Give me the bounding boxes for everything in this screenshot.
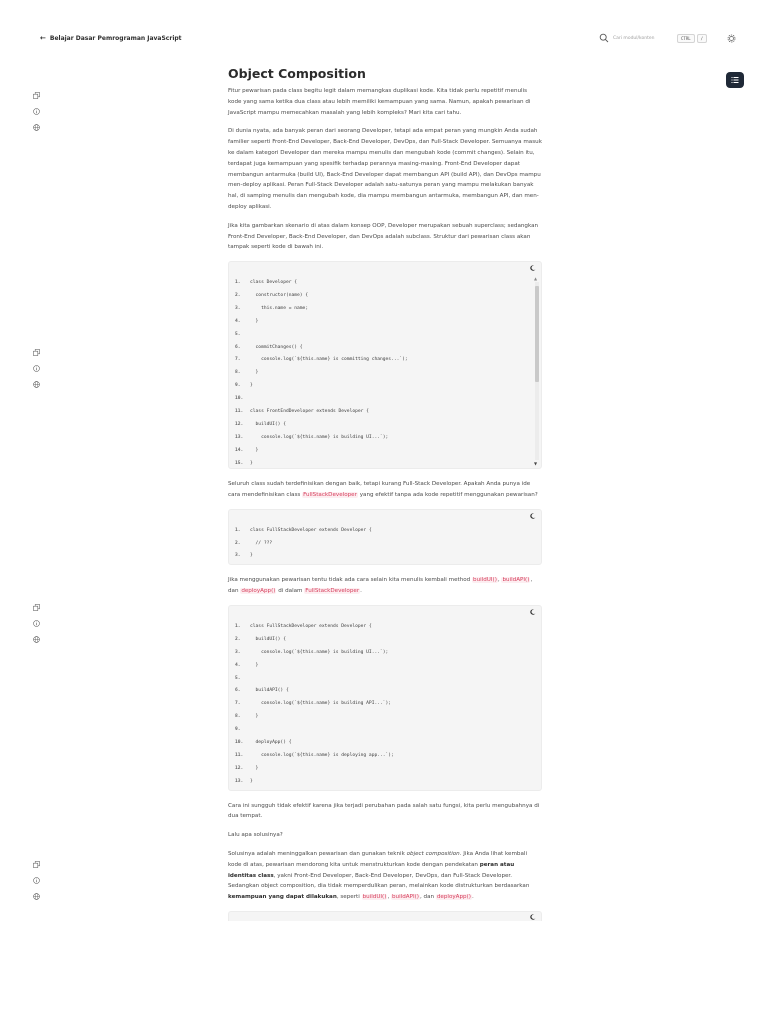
page-title: Object Composition bbox=[228, 66, 366, 81]
info-icon[interactable] bbox=[33, 108, 40, 115]
line-number: 8. bbox=[235, 714, 241, 720]
paragraph-4: Seluruh class sudah terdefinisikan dengan baik, tetapi kurang Full-Stack Developer. Apakah Anda punya ide cara mendefinisikan class FullStackDeveloper yang efektif tanpa ada kode repetitif menggunakan pewarisan? bbox=[228, 481, 538, 498]
code-line bbox=[235, 550, 533, 563]
moon-icon[interactable] bbox=[530, 914, 536, 920]
globe-icon[interactable] bbox=[33, 124, 40, 131]
code-line bbox=[235, 620, 533, 633]
code-lines bbox=[229, 276, 541, 469]
line-number: 9. bbox=[235, 383, 241, 389]
globe-icon[interactable] bbox=[33, 381, 40, 388]
search-box[interactable] bbox=[599, 31, 719, 45]
line-number: 5. bbox=[235, 675, 241, 681]
paragraph-2: Di dunia nyata, ada banyak peran dari seorang Developer, tetapi ada empat peran yang mungkin Anda sudah familier seperti Front-End Developer, Back-End Developer, DevOps, dan Full-Stack Developer. Semuanya masuk ke dalam kategori Developer dan mereka mampu menulis dan mengubah kode (commit changes). Selain itu, terdapat juga kemampuan yang spesifik terhadap perannya masing-masing. Front-End Developer dapat membangun antarmuka (build UI), Back-End Developer dapat membangun API (build API), dan DevOps mampu men-deploy aplikasi. Peran Full-Stack Developer adalah satu-satunya peran yang mampu melakukan banyak hal, di samping menulis dan mengubah kode, dia mampu membangun antarmuka, membangun API, dan men-deploy aplikasi. bbox=[228, 128, 542, 210]
code-scrollbar[interactable] bbox=[534, 276, 539, 466]
code-text: } bbox=[250, 318, 259, 324]
paragraph-actions-2 bbox=[30, 349, 42, 388]
search-input[interactable]: Cari modul/konten bbox=[613, 35, 655, 41]
toc-button[interactable] bbox=[726, 72, 744, 88]
code-line bbox=[235, 659, 533, 672]
code-text: class Developer { bbox=[250, 280, 298, 286]
code-lines bbox=[229, 620, 541, 790]
search-area bbox=[599, 31, 736, 45]
line-number: 3. bbox=[235, 553, 241, 559]
line-number: 3. bbox=[235, 649, 241, 655]
code-block-3 bbox=[228, 605, 542, 791]
line-number: 10. bbox=[235, 396, 244, 402]
line-number: 9. bbox=[235, 727, 241, 733]
line-number: 1. bbox=[235, 623, 241, 629]
code-line bbox=[235, 405, 533, 418]
code-line bbox=[235, 341, 533, 354]
code-line bbox=[235, 775, 533, 788]
code-line bbox=[235, 723, 533, 736]
line-number: 4. bbox=[235, 662, 241, 668]
code-line bbox=[235, 736, 533, 749]
line-number: 3. bbox=[235, 305, 241, 311]
globe-icon[interactable] bbox=[33, 636, 40, 643]
code-text: this.name = name; bbox=[250, 305, 309, 311]
code-line bbox=[235, 633, 533, 646]
moon-icon[interactable] bbox=[530, 265, 536, 271]
line-number: 1. bbox=[235, 527, 241, 533]
code-line bbox=[235, 710, 533, 723]
line-number: 11. bbox=[235, 409, 244, 414]
code-text: deployApp() { bbox=[250, 739, 292, 745]
code-line bbox=[235, 379, 533, 392]
code-text: class FrontEndDeveloper extends Developer { bbox=[250, 409, 369, 414]
code-line bbox=[235, 354, 533, 367]
line-number: 1. bbox=[235, 280, 241, 286]
code-line bbox=[235, 457, 533, 470]
scroll-thumb[interactable] bbox=[535, 286, 539, 382]
line-number: 13. bbox=[235, 778, 244, 784]
code-text: } bbox=[250, 447, 259, 453]
code-line bbox=[235, 672, 533, 685]
info-icon[interactable] bbox=[33, 365, 40, 372]
gear-icon[interactable] bbox=[727, 34, 736, 43]
paragraph-5: Jika menggunakan pewarisan tentu tidak ada cara selain kita menulis kembali method buildUI(), buildAPI(), dan deployApp() di dalam FullStackDeveloper. bbox=[228, 577, 533, 595]
code-line bbox=[235, 328, 533, 341]
moon-icon[interactable] bbox=[530, 513, 536, 519]
scroll-down-icon[interactable]: ▼ bbox=[534, 461, 538, 467]
code-text: } bbox=[250, 765, 259, 771]
line-number: 13. bbox=[235, 434, 244, 440]
code-text: console.log(`${this.name} is building UI...`); bbox=[250, 649, 389, 655]
code-block-4 bbox=[228, 911, 542, 921]
paragraph-actions-4 bbox=[30, 861, 42, 900]
paragraph-7: Lalu apa solusinya? bbox=[228, 832, 283, 839]
code-text: // ??? bbox=[250, 540, 273, 546]
code-line bbox=[235, 524, 533, 537]
code-text: } bbox=[250, 383, 253, 389]
kbd-ctrl: CTRL bbox=[677, 34, 695, 43]
code-line bbox=[235, 762, 533, 775]
code-text: } bbox=[250, 714, 259, 720]
arrow-left-icon: ← bbox=[40, 34, 46, 42]
code-line bbox=[235, 302, 533, 315]
paragraph-6: Cara ini sungguh tidak efektif karena jika terjadi perubahan pada salah satu fungsi, kita perlu mengubahnya di dua tempat. bbox=[228, 802, 540, 820]
code-block-1 bbox=[228, 261, 542, 469]
code-line bbox=[235, 684, 533, 697]
line-number: 10. bbox=[235, 739, 244, 745]
line-number: 2. bbox=[235, 292, 241, 298]
code-text: buildUI() { bbox=[250, 421, 286, 427]
code-line bbox=[235, 537, 533, 550]
code-text: } bbox=[250, 662, 259, 668]
code-line bbox=[235, 697, 533, 710]
code-line bbox=[235, 276, 533, 289]
paragraph-actions-1 bbox=[30, 92, 42, 131]
code-text: commitChanges() { bbox=[250, 344, 303, 350]
line-number: 7. bbox=[235, 701, 241, 707]
code-lines bbox=[229, 524, 541, 565]
code-line bbox=[235, 366, 533, 379]
code-line bbox=[235, 749, 533, 762]
code-text: } bbox=[250, 460, 253, 466]
search-icon bbox=[599, 33, 609, 43]
code-line bbox=[235, 431, 533, 444]
code-line bbox=[235, 289, 533, 302]
moon-icon[interactable] bbox=[530, 609, 536, 615]
line-number: 8. bbox=[235, 370, 241, 376]
paragraph-8: Solusinya adalah meninggalkan pewarisan dan gunakan teknik object composition. Jika Anda lihat kembali kode di atas, pewarisan mendorong kita untuk menstrukturkan kode dengan pendekatan peran atau identitas class, yakni Front-End Developer, Back-End Developer, DevOps, dan Full-Stack Developer. Sedangkan object composition, dia tidak memperdulikan peran, melainkan kode distrukturkan berdasarkan kemampuan yang dapat dilakukan, seperti buildUI(), buildAPI(), dan deployApp(). bbox=[228, 850, 530, 901]
copy-icon[interactable] bbox=[33, 604, 40, 611]
code-text: console.log(`${this.name} is building API...`); bbox=[250, 701, 392, 707]
code-text: } bbox=[250, 778, 253, 784]
copy-icon[interactable] bbox=[33, 92, 40, 99]
code-text: constructor(name) { bbox=[250, 292, 309, 298]
copy-icon[interactable] bbox=[33, 349, 40, 356]
line-number: 6. bbox=[235, 688, 241, 694]
back-link[interactable] bbox=[40, 34, 182, 42]
line-number: 4. bbox=[235, 318, 241, 324]
back-label: Belajar Dasar Pemrograman JavaScript bbox=[49, 34, 182, 42]
shortcut-hint bbox=[677, 34, 707, 43]
code-text: class FullStackDeveloper extends Developer { bbox=[250, 527, 372, 533]
globe-icon[interactable] bbox=[33, 893, 40, 900]
code-text: console.log(`${this.name} is deploying app...`); bbox=[250, 752, 394, 758]
line-number: 12. bbox=[235, 421, 244, 427]
code-line bbox=[235, 444, 533, 457]
line-number: 12. bbox=[235, 765, 244, 771]
info-icon[interactable] bbox=[33, 877, 40, 884]
code-text: buildUI() { bbox=[250, 636, 286, 642]
line-number: 2. bbox=[235, 636, 241, 642]
kbd-slash: / bbox=[697, 34, 707, 43]
code-text: buildAPI() { bbox=[250, 688, 289, 694]
code-text: } bbox=[250, 370, 259, 376]
code-text: } bbox=[250, 553, 253, 559]
copy-icon[interactable] bbox=[33, 861, 40, 868]
line-number: 11. bbox=[235, 752, 244, 758]
code-line bbox=[235, 392, 533, 405]
line-number: 6. bbox=[235, 344, 241, 350]
code-line bbox=[235, 418, 533, 431]
code-block-2 bbox=[228, 509, 542, 566]
article bbox=[228, 66, 542, 921]
code-text: class FullStackDeveloper extends Developer { bbox=[250, 623, 372, 629]
code-line bbox=[235, 315, 533, 328]
scroll-up-icon[interactable]: ▲ bbox=[534, 276, 538, 282]
code-text: console.log(`${this.name} is building UI...`); bbox=[250, 434, 389, 440]
list-icon bbox=[731, 76, 739, 84]
paragraph-actions-3 bbox=[30, 604, 42, 643]
line-number: 14. bbox=[235, 447, 244, 453]
info-icon[interactable] bbox=[33, 620, 40, 627]
code-text: console.log(`${this.name} is committing changes...`); bbox=[250, 357, 408, 363]
line-number: 5. bbox=[235, 331, 241, 337]
line-number: 2. bbox=[235, 540, 241, 546]
code-line bbox=[235, 646, 533, 659]
paragraph-3: Jika kita gambarkan skenario di atas dalam konsep OOP, Developer merupakan sebuah superclass; sedangkan Front-End Developer, Back-End Developer, dan DevOps adalah subclass. Struktur dari pewarisan class akan tampak seperti kode di bawah ini. bbox=[228, 222, 539, 251]
paragraph-1: Fitur pewarisan pada class begitu legit dalam memangkas duplikasi kode. Kita tidak perlu repetitif menulis kode yang sama ketika dua class atau lebih memiliki kemampuan yang sama. Namun, apakah pewarisan di JavaScript mampu memecahkan masalah yang lebih kompleks? Mari kita cari tahu. bbox=[228, 88, 531, 116]
line-number: 15. bbox=[235, 460, 244, 466]
line-number: 7. bbox=[235, 357, 241, 363]
